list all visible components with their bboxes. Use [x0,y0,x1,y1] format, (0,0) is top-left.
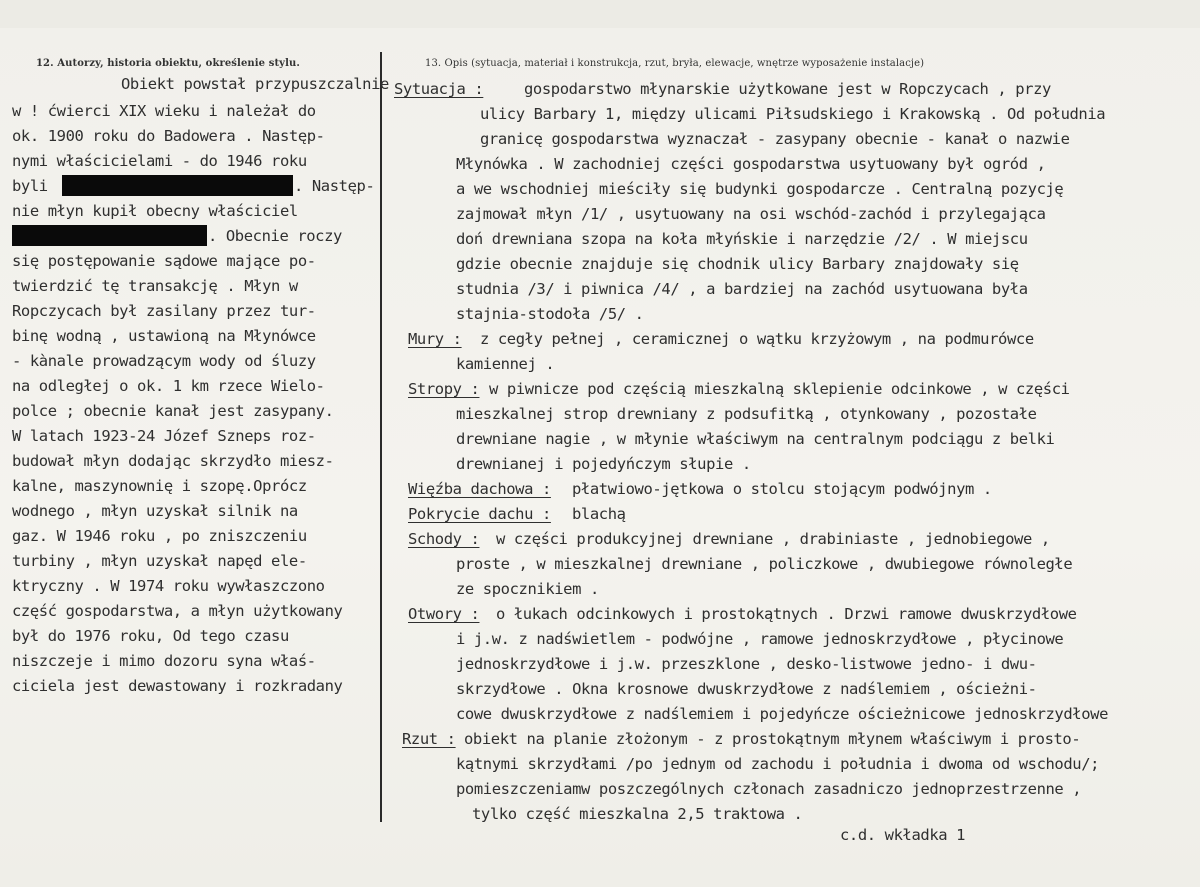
label-wiezba: Więźba dachowa : [408,480,551,498]
description-line: ze spocznikiem . [456,580,599,598]
description-line: płatwiowo-jętkowa o stolcu stojącym podwójnym . [572,480,992,498]
history-line: nie młyn kupił obecny właściciel [12,202,298,220]
redaction-bar [12,225,207,246]
history-line: . Obecnie roczy [208,227,342,245]
history-line: nymi właścicielami - do 1946 roku [12,152,307,170]
description-line: proste , w mieszkalnej drewniane , policzkowe , dwubiegowe równoległe [456,555,1073,573]
history-line: binę wodną , ustawioną na Młynówce [12,327,316,345]
history-line: wodnego , młyn uzyskał silnik na [12,502,298,520]
label-rzut: Rzut : [402,730,456,748]
description-line: gospodarstwo młynarskie użytkowane jest w Ropczycach , przy [524,80,1051,98]
description-line: skrzydłowe . Okna krosnowe dwuskrzydłowe z nadślemiem , ościeżni- [456,680,1037,698]
label-mury: Mury : [408,330,462,348]
label-schody: Schody : [408,530,480,548]
right-column-header: 13. Opis (sytuacja, materiał i konstrukcja, rzut, bryła, elewacje, wnętrze wyposażenie instalacje) [425,58,925,69]
description-line: stajnia-stodoła /5/ . [456,305,644,323]
description-line: mieszkalnej strop drewniany z podsufitką , otynkowany , pozostałe [456,405,1037,423]
description-line: o łukach odcinkowych i prostokątnych . Drzwi ramowe dwuskrzydłowe [496,605,1077,623]
history-line: się postępowanie sądowe mające po- [12,252,316,270]
history-line: był do 1976 roku, Od tego czasu [12,627,289,645]
description-line: w części produkcyjnej drewniane , drabiniaste , jednobiegowe , [496,530,1050,548]
description-line: Młynówka . W zachodniej części gospodarstwa usytuowany był ogród , [456,155,1046,173]
label-otwory: Otwory : [408,605,480,623]
history-line: ciciela jest dewastowany i rozkradany [12,677,343,695]
description-line: kątnymi skrzydłami /po jednym od zachodu i południa i dwoma od wschodu/; [456,755,1100,773]
description-line: jednoskrzydłowe i j.w. przeszklone , desko-listwowe jedno- i dwu- [456,655,1037,673]
description-line: granicę gospodarstwa wyznaczał - zasypany obecnie - kanał o nazwie [480,130,1070,148]
description-line: z cegły pełnej , ceramicznej o wątku krzyżowym , na podmurówce [480,330,1034,348]
history-line: ok. 1900 roku do Badowera . Następ- [12,127,325,145]
history-line: Obiekt powstał przypuszczalnie [121,75,389,93]
description-line: tylko część mieszkalna 2,5 traktowa . [472,805,803,823]
history-line: gaz. W 1946 roku , po zniszczeniu [12,527,307,545]
history-line: niszczeje i mimo dozoru syna właś- [12,652,316,670]
history-line: część gospodarstwa, a młyn użytkowany [12,602,343,620]
label-pokrycie: Pokrycie dachu : [408,505,551,523]
description-line: drewniane nagie , w młynie właściwym na centralnym podciągu z belki [456,430,1055,448]
description-line: ulicy Barbary 1, między ulicami Piłsudskiego i Krakowską . Od południa [480,105,1106,123]
history-line: polce ; obecnie kanał jest zasypany. [12,402,334,420]
description-line: obiekt na planie złożonym - z prostokątnym młynem właściwym i prosto- [464,730,1081,748]
description-line: pomieszczeniamw poszczególnych członach zasadniczo jednoprzestrzenne , [456,780,1082,798]
column-divider [380,52,382,822]
description-line: w piwnicze pod częścią mieszkalną sklepienie odcinkowe , w części [489,380,1070,398]
continuation-note: c.d. wkładka 1 [840,826,966,844]
description-line: doń drewniana szopa na koła młyńskie i narzędzie /2/ . W miejscu [456,230,1028,248]
description-line: cowe dwuskrzydłowe z nadślemiem i pojedyńcze ościeżnicowe jednoskrzydłowe [456,705,1109,723]
history-line: budował młyn dodając skrzydło miesz- [12,452,334,470]
history-line: - kànale prowadzącym wody od śluzy [12,352,316,370]
left-column-header: 12. Autorzy, historia obiektu, określenie stylu. [36,58,300,69]
history-line: W latach 1923-24 Józef Szneps roz- [12,427,316,445]
history-line: twierdzić tę transakcję . Młyn w [12,277,298,295]
description-line: blachą [572,505,626,523]
redaction-bar [62,175,293,196]
history-line: Ropczycach był zasilany przez tur- [12,302,316,320]
description-line: i j.w. z nadświetlem - podwójne , ramowe jednoskrzydłowe , płycinowe [456,630,1064,648]
history-line: turbiny , młyn uzyskał napęd ele- [12,552,307,570]
scan-border [0,0,1200,28]
label-sytuacja: Sytuacja : [394,80,484,98]
history-line: byli [12,177,48,195]
description-line: studnia /3/ i piwnica /4/ , a bardziej na zachód usytuowana była [456,280,1028,298]
description-line: drewnianej i pojedyńczym słupie . [456,455,751,473]
description-line: a we wschodniej mieściły się budynki gospodarcze . Centralną pozycję [456,180,1064,198]
history-line: kalne, maszynownię i szopę.Oprócz [12,477,307,495]
history-line: ktryczny . W 1974 roku wywłaszczono [12,577,325,595]
history-line: . Następ- [294,177,375,195]
description-line: gdzie obecnie znajduje się chodnik ulicy Barbary znajdowały się [456,255,1019,273]
history-line: na odległej o ok. 1 km rzece Wielo- [12,377,325,395]
history-line: w ! ćwierci XIX wieku i należał do [12,102,316,120]
description-line: kamiennej . [456,355,555,373]
label-stropy: Stropy : [408,380,480,398]
description-line: zajmował młyn /1/ , usytuowany na osi wschód-zachód i przylegająca [456,205,1046,223]
